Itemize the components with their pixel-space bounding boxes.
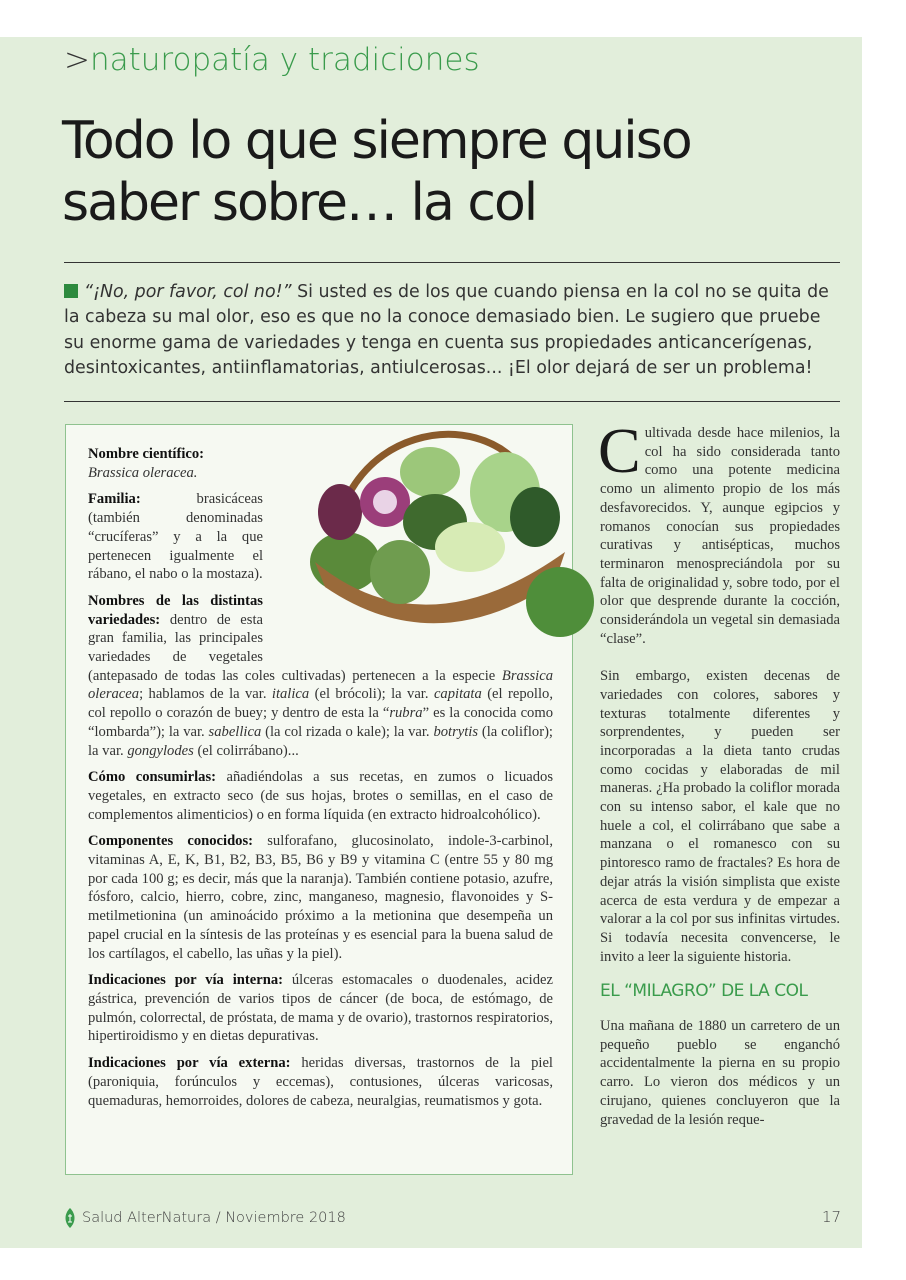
fact-value: Brassica oleracea. [88,464,198,481]
body-paragraph [598,415,840,648]
fact-value: (el brócoli); la var. [309,686,434,703]
fact-value: sulforafano, glucosinolato, indole-3-carbinol, vitaminas A, E, K, B1, B2, B3, B5, B6 y B9 y vitamina C (entre 55 y 80 mg por cada 100 g; es decir, más que la naranja). También contiene potasio, azufre, fósforo, calcio, hierro, cobre, zinc, manganeso, magnesio, flavonoides y S-metilmetionina (un aminoácido próximo a la metionina que desempeña un papel crucial en la síntesis de las proteínas y es esencial para la buena salud de los cartílagos, el cabello, las uñas y la piel). [88,833,553,962]
variety-latin-name: gongylodes [127,742,194,759]
fact-label: Cómo consumirlas: [88,769,217,786]
fact-label: Componentes conocidos: [88,833,254,850]
fact-components [88,832,553,963]
subheading: EL “MILAGRO” DE LA COL [600,981,808,1002]
article-body [598,415,840,1129]
square-bullet-icon [64,284,78,298]
lede-quote: “¡No, por favor, col no!” [84,282,292,302]
fact-value: añadiéndolas a sus recetas, en zumos o licuados vegetales, en extracto seco (de sus hojas, brotes o semillas, en el caso de complementos alimenticios) o en forma líquida (en extracto hidroalcohólico). [88,769,553,823]
lede-paragraph [64,280,840,381]
fact-label: Nombre científico: [88,446,205,462]
paragraph-text: ultivada desde hace milenios, la col ha sido considerada tanto como una potente medicina como un alimento propio de los más desfavorecidos. Y, aunque egipcios y romanos conocían sus propiedades curativas y antisépticas, muchos terminaron menospreciándola por su falta de originalidad y, sobre todo, por el olor que desprende durante la cocción, considerándola un vegetal sin demasiada “clase”. [600,425,840,647]
variety-latin-name: Brassica oleracea [88,667,553,703]
footer [64,1208,346,1228]
variety-latin-name: sabellica [208,723,262,740]
page-number: 17 [822,1208,842,1226]
fact-label: Familia: [88,491,141,508]
fact-consumption [88,768,553,824]
variety-latin-name: botrytis [433,723,479,740]
article-title: Todo lo que siempre quiso saber sobre… la col [62,111,691,233]
divider [64,262,840,263]
fact-internal-use [88,971,553,1046]
variety-latin-name: italica [271,686,310,703]
section-heading [64,42,480,78]
variety-latin-name: rubra [389,705,423,722]
divider [64,401,840,402]
fact-value: úlceras estomacales o duodenales, acidez gástrica, prevención de varios tipos de cáncer (de boca, de estómago, de pulmón, colorrectal, de próstata, de mama y de ovario), trastornos respiratorios, hipertiroidismo y en dietas depurativas. [88,972,553,1045]
fact-label: Indicaciones por vía interna: [88,972,283,989]
fact-value: (la col rizada o kale); la var. [261,723,434,740]
fact-value: brasicáceas (también denominadas “crucíferas” y a la que pertenecen igualmente el rábano, el nabo o la mostaza). [88,491,263,583]
fact-value: (la coliflor); la var. [88,723,553,759]
fact-external-use [88,1054,553,1110]
fact-label: Nombres de las distintas variedades: [88,592,263,628]
fact-value: (el colirrábano)... [193,742,299,759]
publication-info: Salud AlterNatura / Noviembre 2018 [82,1210,346,1226]
drop-cap: C [598,415,641,486]
fact-value: ” es la conocida como “lombarda”); la var. [88,705,553,740]
variety-latin-name: capitata [433,686,482,703]
body-paragraph: Una mañana de 1880 un carretero de un pequeño pueblo se enganchó accidentalmente la pierna en su propio carro. Lo vieron dos médicos y un cirujano, quienes concluyeron que la gravedad de la lesión reque- [600,1018,840,1128]
fact-value: ; hablamos de la var. [139,686,272,703]
lede-text: Si usted es de los que cuando piensa en la col no se quita de la cabeza su mal olor, eso es que no la conoce demasiado bien. Le sugiero que pruebe su enorme gama de variedades y tenga en cuenta sus propiedades anticancerígenas, desintoxicantes, antiinflamatorias, antiulcerosas... ¡El olor dejará de ser un problema! [64,282,829,378]
section-name: naturopatía y tradiciones [89,42,480,78]
section-prefix: > [64,42,90,78]
leaf-logo-icon [64,1208,76,1228]
fact-value: dentro de esta gran familia, las principales variedades de vegetales (antepasado de todas las coles cultivadas) pertenecen a la especie [88,611,502,684]
fact-label: Indicaciones por vía externa: [88,1055,291,1072]
fact-value: heridas diversas, trastornos de la piel (paroniquia, forúnculos y eccemas), contusiones, úlceras varicosas, quemaduras, hemorroides, dolores de cabeza, neuralgias, reumatismos y gota. [88,1055,553,1109]
body-paragraph: Sin embargo, existen decenas de variedades con colores, sabores y texturas totalmente diferentes y sorprendentes, y pueden ser incorporadas a la dieta tanto crudas como cocidas y elaboradas de mil maneras. ¿Ha probado la coliflor morada con su intenso sabor, el kale que no huele a col, el colirrábano que sabe a manzana o el romanesco con su pintoresco ramo de fractales? Es hora de dejar atrás la visión simplista que existe acerca de esta verdura y de empezar a valorar a la col por sus infinitas virtudes. Si todavía necesita convencerse, le invito a leer la siguiente historia. [600,668,840,965]
fact-value: (el repollo, col repollo o corazón de buey; y dentro de esta la “ [88,686,553,722]
cabbage-basket-image [275,412,595,644]
